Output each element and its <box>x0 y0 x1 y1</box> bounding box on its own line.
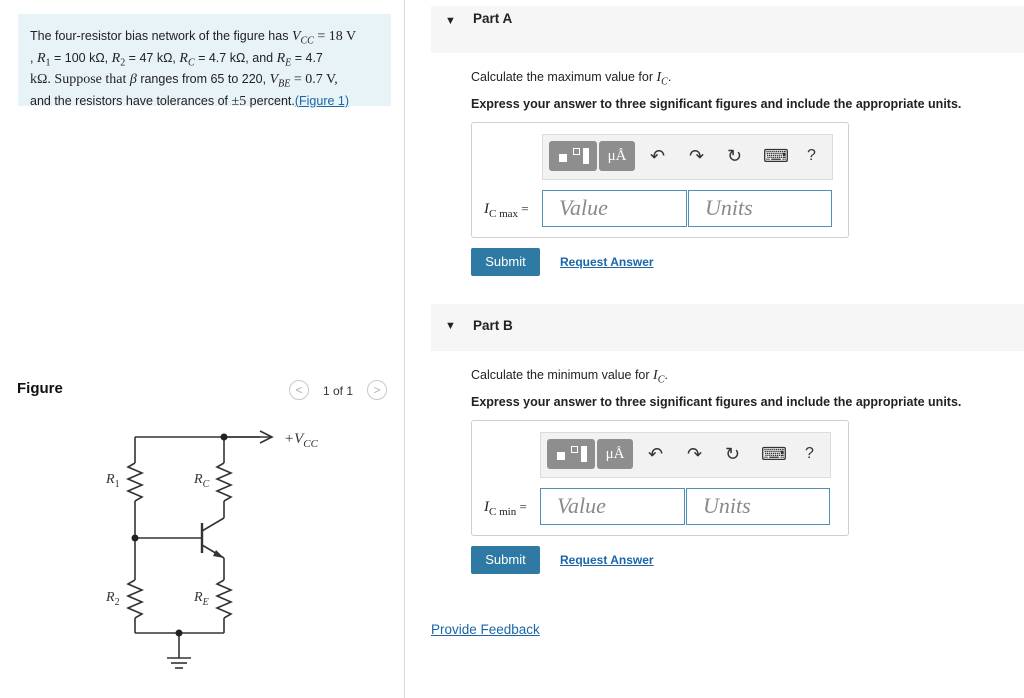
vcc-subscript: CC <box>300 35 314 47</box>
emitter-arrow <box>213 550 224 558</box>
figure-counter: 1 of 1 <box>323 384 354 398</box>
junction-dot <box>221 434 228 441</box>
math-toolbar <box>542 134 833 180</box>
units-input[interactable]: Units <box>688 190 832 227</box>
keyboard-icon[interactable]: ⌨ <box>761 444 787 464</box>
units-button[interactable]: μÅ <box>599 141 635 171</box>
part-a-header[interactable] <box>431 6 1024 53</box>
junction-dot <box>176 630 183 637</box>
re-label: $R_E$ <box>194 590 209 608</box>
help-icon[interactable]: ? <box>805 445 814 462</box>
redo-icon[interactable]: ↷ <box>689 146 705 166</box>
problem-text: and the resistors have tolerances of <box>30 93 232 108</box>
r1-label: $R_1$ <box>106 472 120 490</box>
part-b-answer-box <box>471 420 849 536</box>
reset-icon[interactable]: ↻ <box>727 146 743 166</box>
templates-button[interactable] <box>547 439 595 469</box>
r2-symbol: R <box>111 50 121 66</box>
tolerance-value: ±5 <box>231 93 247 109</box>
vbe-symbol: V <box>269 72 279 87</box>
part-a-request-answer-link[interactable]: Request Answer <box>560 255 654 269</box>
r1-resistor <box>128 463 142 501</box>
problem-statement <box>18 14 391 109</box>
part-b-question: Calculate the minimum value for $I_C$. <box>471 368 668 386</box>
re-value: = 4.7 <box>291 50 323 65</box>
keyboard-icon[interactable]: ⌨ <box>763 146 789 166</box>
rc-value: = 4.7 kΩ, and <box>194 50 277 65</box>
vcc-symbol: V <box>291 29 301 44</box>
value-input[interactable]: Value <box>540 488 685 525</box>
undo-icon[interactable]: ↶ <box>648 444 664 464</box>
figure-heading: Figure <box>17 380 63 397</box>
rc-label: $R_C$ <box>194 472 210 490</box>
rc-symbol: R <box>179 50 188 66</box>
undo-icon[interactable]: ↶ <box>650 146 666 166</box>
ic-max-label: $I_{C max}$ = <box>484 201 529 220</box>
r1-value: = 100 kΩ, <box>50 50 112 65</box>
junction-dot <box>132 535 139 542</box>
r1-subscript: 1 <box>45 57 51 68</box>
problem-text: percent. <box>246 93 295 108</box>
units-input[interactable]: Units <box>686 488 830 525</box>
collapse-triangle-icon[interactable]: ▼ <box>445 15 456 27</box>
vcc-label: $+V_{CC}$ <box>284 431 318 450</box>
part-a-question: Calculate the maximum value for $I_C$. <box>471 70 672 88</box>
provide-feedback-link[interactable]: Provide Feedback <box>431 622 540 637</box>
vbe-subscript: BE <box>278 78 291 90</box>
ic-min-label: $I_{C min}$ = <box>484 499 527 518</box>
problem-text: ranges from 65 to 220, <box>136 72 270 86</box>
figure-link[interactable]: (Figure 1) <box>294 93 350 108</box>
bias-network-circuit <box>100 420 340 678</box>
part-b-header[interactable] <box>431 304 1024 351</box>
math-toolbar <box>540 432 831 478</box>
part-a-instruction: Express your answer to three significant figures and include the appropriate units. <box>471 97 962 111</box>
part-a-submit-button[interactable]: Submit <box>471 248 540 276</box>
part-a-title: Part A <box>473 11 513 26</box>
part-b-request-answer-link[interactable]: Request Answer <box>560 553 654 567</box>
r2-resistor <box>128 580 142 618</box>
problem-text: , <box>30 50 37 65</box>
rc-subscript: C <box>187 57 195 68</box>
redo-icon[interactable]: ↷ <box>687 444 703 464</box>
part-b-submit-button[interactable]: Submit <box>471 546 540 574</box>
re-symbol: R <box>276 50 286 66</box>
help-icon[interactable]: ? <box>807 147 816 164</box>
vbe-value: = 0.7 V, <box>290 72 338 87</box>
rc-resistor <box>217 463 231 501</box>
problem-text: kΩ. Suppose that <box>30 72 130 87</box>
column-divider <box>404 0 405 698</box>
reset-icon[interactable]: ↻ <box>725 444 741 464</box>
re-subscript: E <box>285 57 292 68</box>
r2-value: = 47 kΩ, <box>125 50 180 65</box>
r2-subscript: 2 <box>120 57 126 68</box>
part-b-instruction: Express your answer to three significant figures and include the appropriate units. <box>471 395 962 409</box>
vcc-value: = 18 V <box>313 29 357 44</box>
problem-text: The four-resistor bias network of the figure has <box>30 29 292 43</box>
part-b-title: Part B <box>473 318 513 333</box>
r2-label: $R_2$ <box>106 590 120 608</box>
transistor-collector <box>202 518 224 531</box>
part-a-answer-box <box>471 122 849 238</box>
templates-button[interactable] <box>549 141 597 171</box>
collapse-triangle-icon[interactable]: ▼ <box>445 320 456 332</box>
r1-symbol: R <box>36 50 46 66</box>
value-input[interactable]: Value <box>542 190 687 227</box>
prev-figure-button[interactable]: < <box>289 380 309 400</box>
beta-symbol: β <box>129 72 137 87</box>
re-resistor <box>217 580 231 618</box>
units-button[interactable]: μÅ <box>597 439 633 469</box>
next-figure-button[interactable]: > <box>367 380 387 400</box>
